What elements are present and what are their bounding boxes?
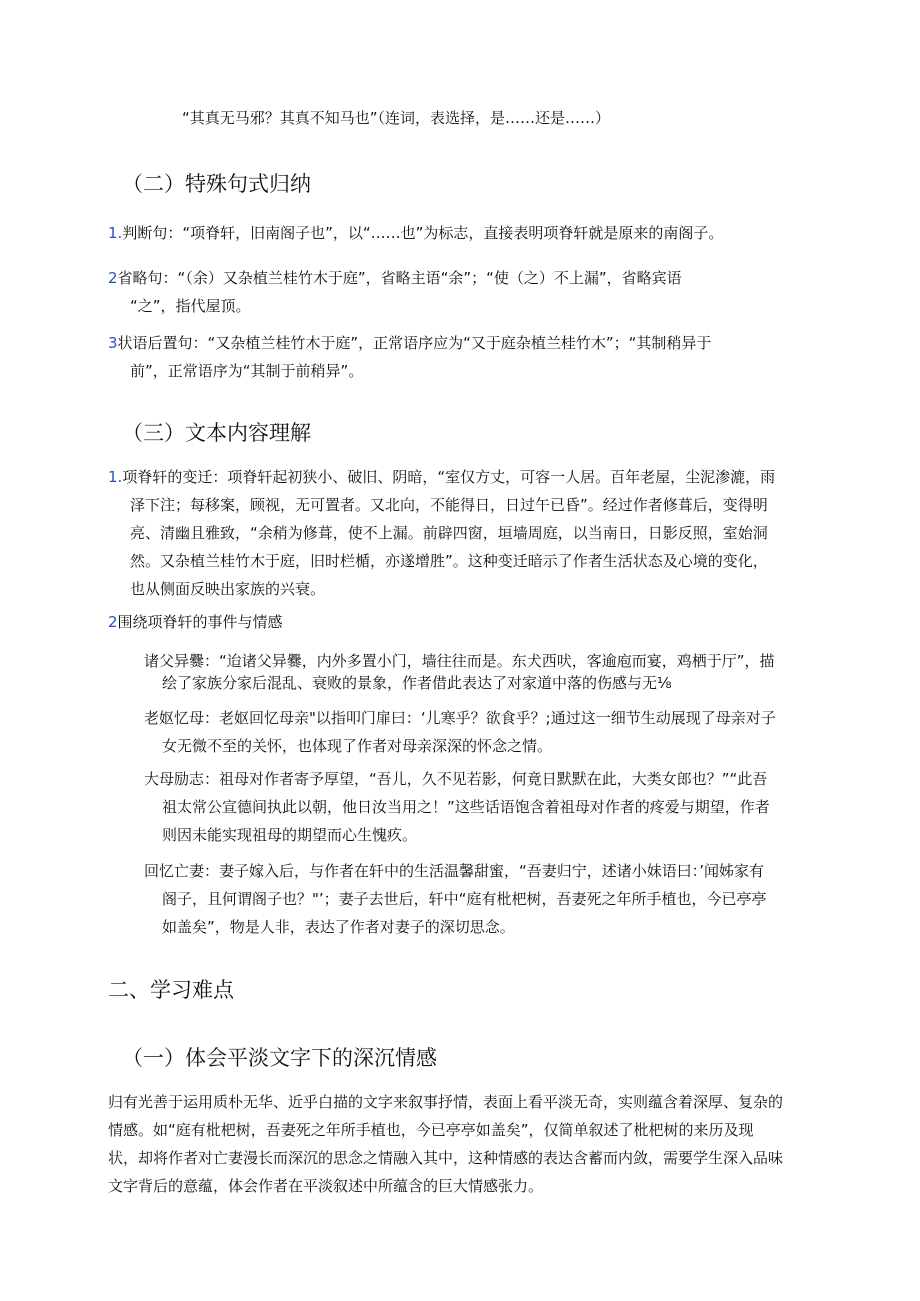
part-heading-difficulties: 二、学习难点: [108, 978, 234, 1002]
list-text-cont: 亮、清幽且雅致，“余稍为修葺，使不上漏。前辟四窗，垣墙周庭，以当南日，日影反照，室始洞: [130, 524, 768, 542]
list-text: 判断句：“项脊轩，旧南阁子也”，以“……也”为标志，直接表明项脊轩就是原来的南阁子。: [122, 224, 724, 242]
list-number: 1.: [108, 468, 123, 486]
list-text-cont: 泽下注；每移案，顾视，无可置者。又北向，不能得日，日过午已昏”。经过作者修葺后，变得明: [130, 496, 768, 514]
list-text-cont: “之”，指代屋顶。: [130, 297, 251, 315]
paragraph-line: 文字背后的意蕴，体会作者在平淡叙述中所蕴含的巨大情感张力。: [108, 1177, 544, 1195]
list-item: [108, 612, 283, 632]
sub-paragraph: [144, 857, 766, 941]
list-item: [108, 463, 775, 603]
paragraph-line: 归有光善于运用质朴无华、近乎白描的文字来叙事抒情，表面上看平淡无奇，实则蕴含着深厚、复杂的: [108, 1093, 784, 1111]
list-text: 项脊轩的变迁：项脊轩起初狭小、破旧、阴暗，“室仅方丈，可容一人居。百年老屋，尘泥渗漉，雨: [122, 468, 776, 486]
sub-paragraph: [144, 765, 770, 849]
list-text: 围绕项脊轩的事件与情感: [117, 613, 283, 631]
section-heading-deep-emotion: （一）体会平淡文字下的深沉情感: [122, 1046, 437, 1070]
paragraph-line: 绘了家族分家后混乱、衰败的景象，作者借此表达了对家道中落的伤感与无⅛: [162, 674, 672, 692]
list-number: 1.: [108, 224, 123, 242]
list-item: [108, 223, 723, 243]
list-item: [108, 333, 711, 381]
paragraph-line: 大母励志：祖母对作者寄予厚望，“吾儿，久不见若影，何竟日默默在此，大类女郎也？”“此吾: [144, 770, 768, 788]
paragraph-line: 回忆亡妻：妻子嫁入后，与作者在轩中的生活温馨甜蜜，“吾妻归宁，述诸小妹语曰：’闻姊家有: [144, 862, 765, 880]
paragraph-line: 情感。如“庭有枇杷树，吾妻死之年所手植也，今已亭亭如盖矣”，仅简单叙述了枇杷树的来历及现: [108, 1121, 754, 1139]
list-number: 2: [108, 613, 118, 631]
section-heading-text-understanding: （三）文本内容理解: [122, 421, 311, 445]
body-paragraph: [108, 1088, 783, 1200]
paragraph-line: 老妪忆母：老妪回忆母亲"以指叩门扉曰：‘儿寒乎？欲食乎？;通过这一细节生动展现了母亲对子: [144, 709, 776, 727]
paragraph-line: 如盖矣”，物是人非，表达了作者对妻子的深切思念。: [162, 918, 515, 936]
list-number: 2: [108, 269, 118, 287]
list-text-cont: 前”，正常语序为“其制于前稍异”。: [130, 362, 364, 380]
list-text: 省略句：“（余）又杂植兰桂竹木于庭”，省略主语“余”；“使（之）不上漏”，省略宾语: [117, 269, 682, 287]
paragraph-line: 则因未能实现祖母的期望而心生愧疚。: [162, 826, 418, 844]
paragraph-line: 状，却将作者对亡妻漫长而深沉的思念之情融入其中，这种情感的表达含蓄而内敛，需要学生深入品味: [108, 1149, 784, 1167]
list-item: [108, 268, 682, 316]
list-text: 状语后置句：“又杂植兰桂竹木于庭”，正常语序应为“又于庭杂植兰桂竹木”；“其制稍异于: [117, 334, 712, 352]
paragraph-line: 诸父异爨：“迨诸父异爨，内外多置小门，墙往往而是。东犬西吠，客逾庖而宴，鸡栖于厅”，描: [144, 652, 775, 670]
paragraph-line: 女无微不至的关怀，也体现了作者对母亲深深的怀念之情。: [162, 737, 553, 755]
paragraph-line: 阁子，且何谓阁子也？"’；妻子去世后，轩中“庭有枇杷树，吾妻死之年所手植也，今已亭亭: [162, 890, 767, 908]
sub-paragraph: [144, 704, 776, 760]
list-text-cont: 然。又杂植兰桂竹木于庭，旧时栏楯，亦遂增胜”。这种变迁暗示了作者生活状态及心境的变化，: [130, 552, 768, 570]
list-text-cont: 也从侧面反映出家族的兴衰。: [130, 580, 326, 598]
list-number: 3: [108, 334, 118, 352]
sub-paragraph: [144, 650, 775, 694]
example-sentence: “其真无马邪？其真不知马也”（连词，表选择，是……还是……）: [182, 109, 611, 127]
paragraph-line: 祖太常公宣德间执此以朝，他日汝当用之！”这些话语饱含着祖母对作者的疼爱与期望，作者: [162, 798, 770, 816]
section-heading-special-sentences: （二）特殊句式归纳: [122, 172, 311, 196]
